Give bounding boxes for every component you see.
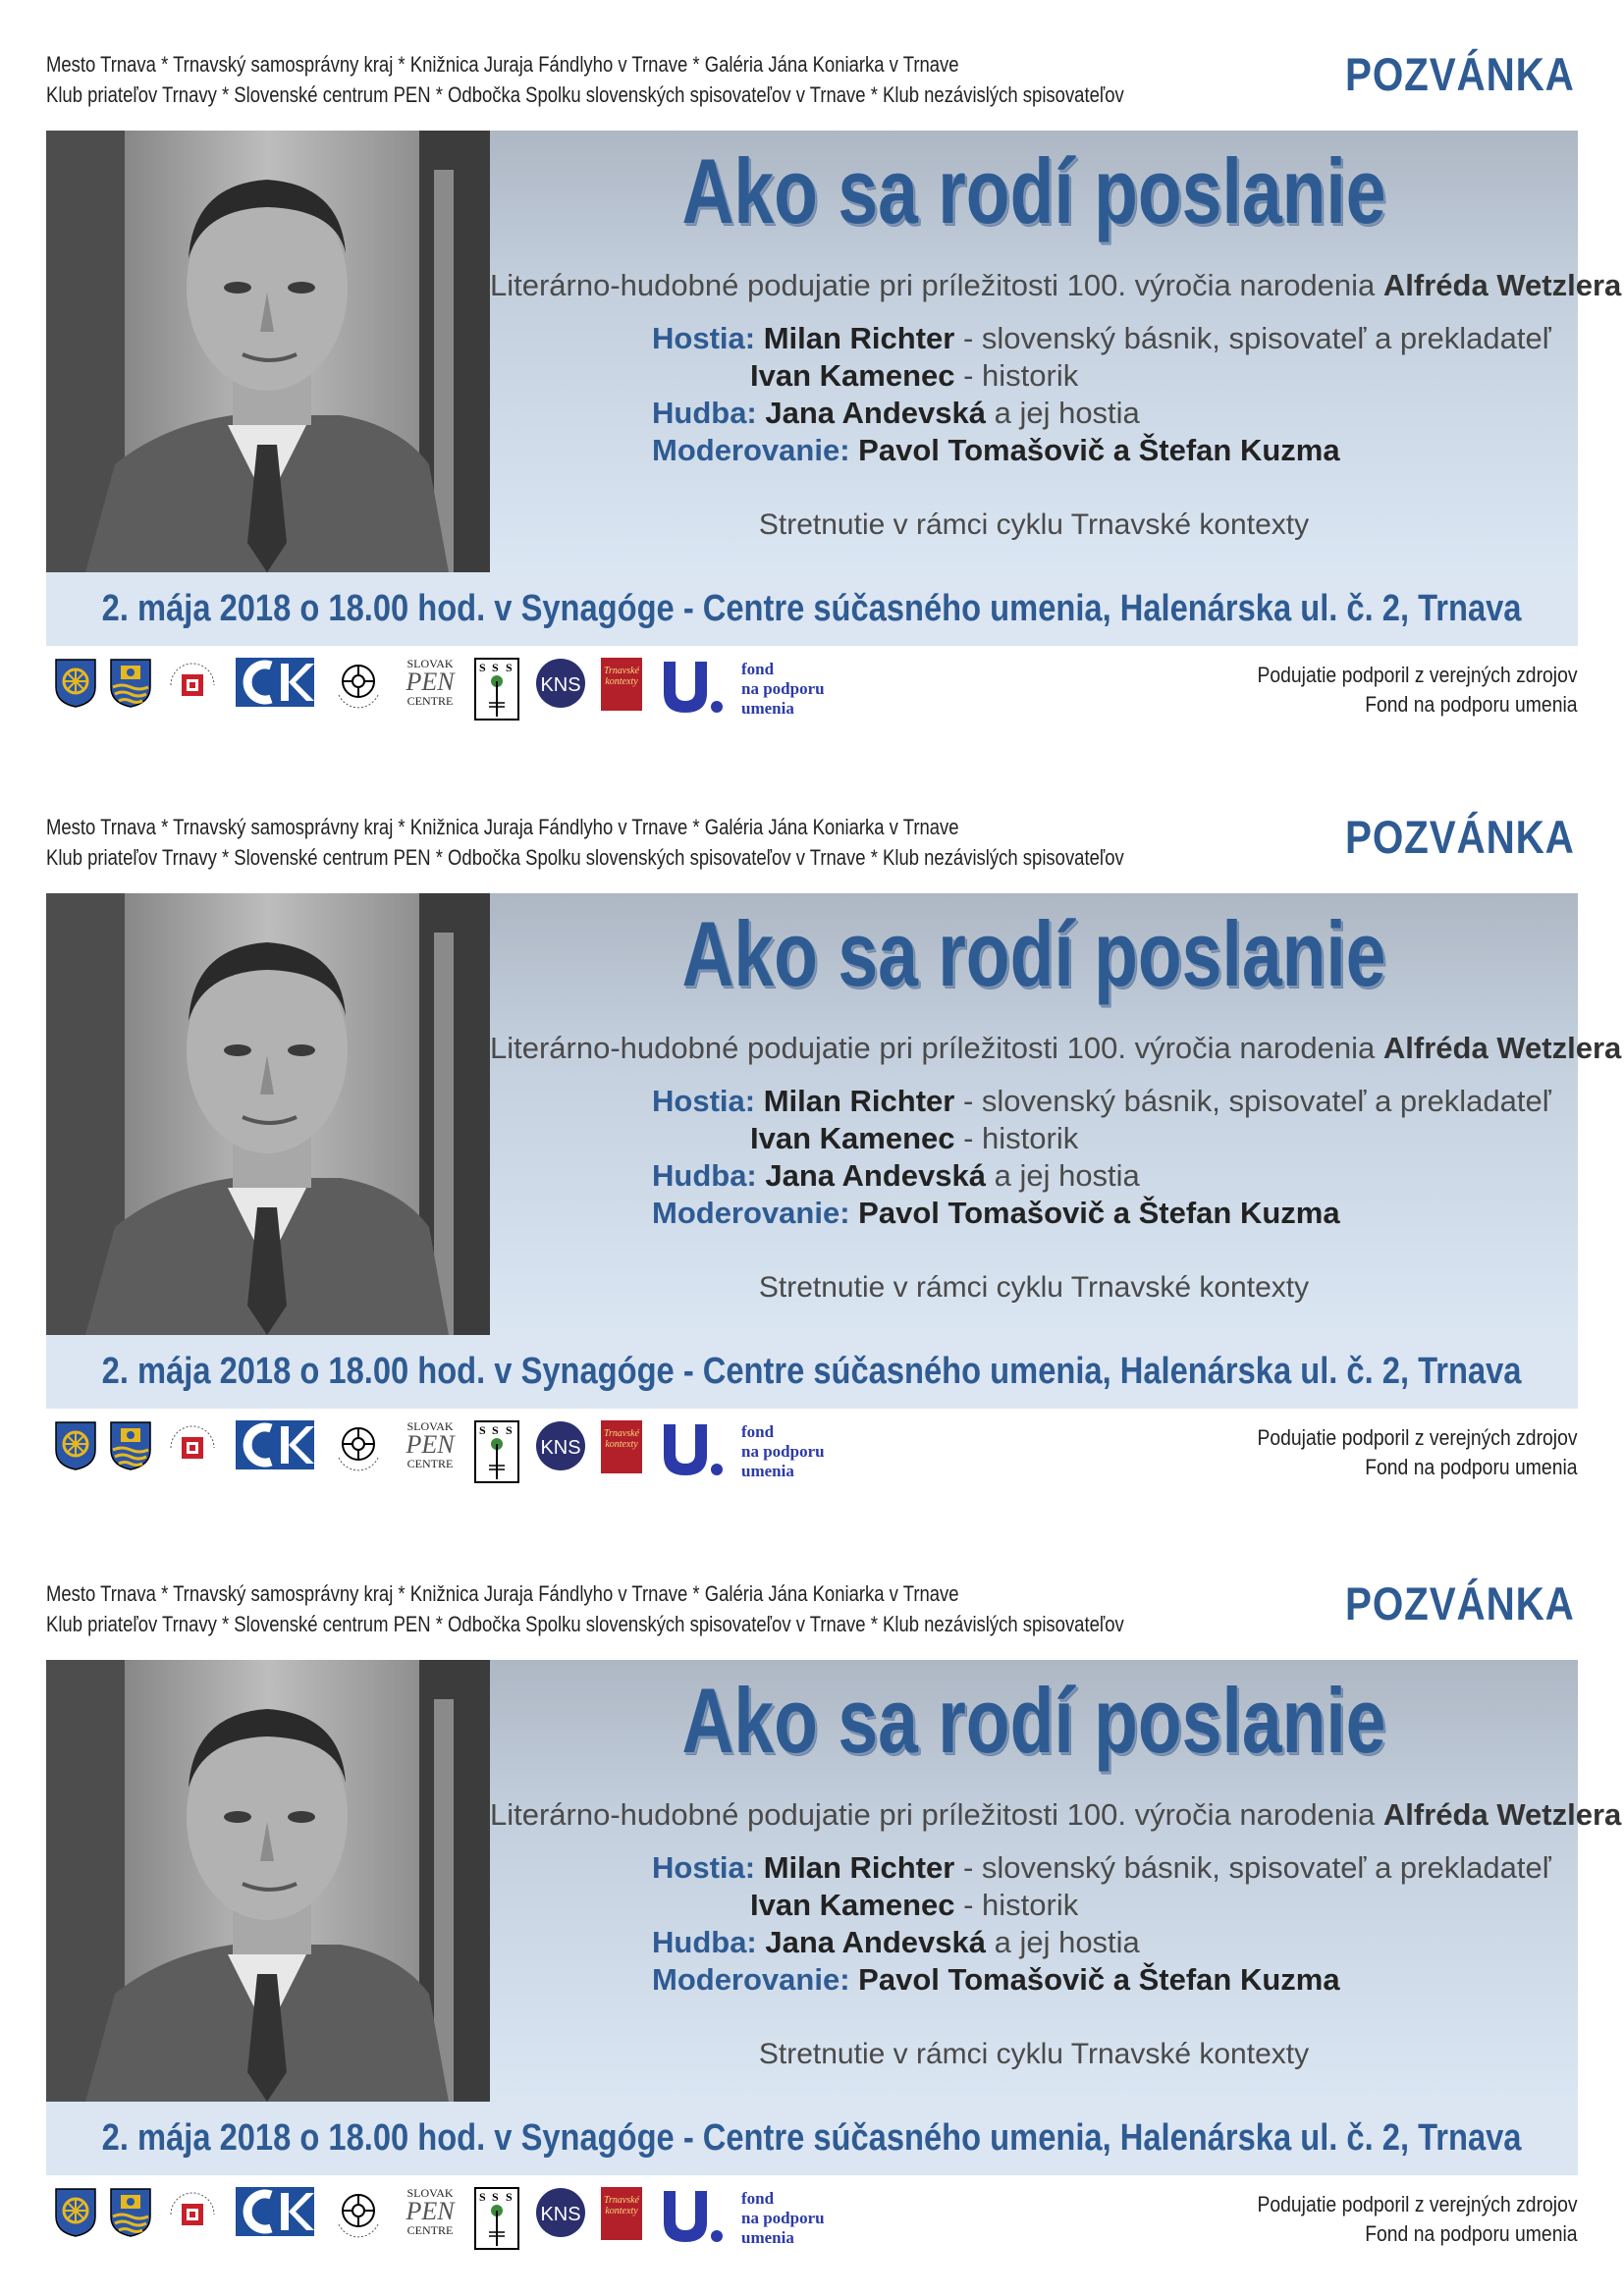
trnava-region-coat-of-arms-icon <box>109 658 152 709</box>
pen-bottom-text: CENTRE <box>406 1457 454 1470</box>
music-name: Jana Andevská <box>765 1158 986 1193</box>
fpu-line-3: umenia <box>741 1462 794 1480</box>
funding-note <box>1258 661 1578 720</box>
invitation <box>0 763 1624 1480</box>
fpu-logo-mark <box>658 2187 727 2246</box>
organizers-line-2: Klub priateľov Trnavy * Slovenské centrum PEN * Odbočka Spolku slovenských spisovateľov v Trnave * Klub nezávislých spisovateľov <box>46 82 1124 107</box>
kns-text: KNS <box>540 1437 581 1459</box>
writers-association-logo-icon <box>474 2187 519 2250</box>
music-label: Hudba: <box>652 1158 757 1193</box>
organizers <box>46 1578 1124 1639</box>
guest-name: Milan Richter <box>763 1084 955 1118</box>
subtitle-honoree: Alfréda Wetzlera <box>1382 1031 1622 1065</box>
independent-writers-club-logo-icon <box>535 1420 586 1471</box>
guests-row-2 <box>652 1887 1551 1924</box>
guests-row-2 <box>652 357 1551 395</box>
svg-text:S: S <box>479 2190 486 2204</box>
music-row <box>652 1157 1551 1195</box>
fpu-line-1: fond <box>741 1422 775 1441</box>
fpu-line-2: na podporu <box>741 679 825 698</box>
pen-top-text: SLOVAK <box>406 2186 454 2200</box>
moderation-row <box>652 1961 1551 1999</box>
library-logo-icon <box>165 1420 220 1475</box>
banner <box>46 893 1622 1335</box>
program-details <box>652 1083 1551 1232</box>
writers-association-logo-icon <box>474 658 519 721</box>
fpu-logo-text <box>741 2189 825 2248</box>
guests-row <box>652 320 1551 357</box>
date-place-band <box>46 2102 1578 2175</box>
gallery-gjk-logo-icon <box>236 2187 314 2236</box>
trnavske-kontexty-logo: Trnavské kontexty <box>601 658 642 711</box>
guests-row <box>652 1083 1551 1120</box>
svg-text:S: S <box>506 1423 513 1437</box>
slovak-pen-centre-logo <box>400 1420 460 1469</box>
friends-of-trnava-club-logo-icon <box>331 658 386 713</box>
kns-text: KNS <box>540 2204 581 2225</box>
friends-of-trnava-club-logo-icon <box>331 1420 386 1475</box>
subtitle-honoree: Alfréda Wetzlera <box>1382 268 1622 302</box>
library-logo-icon <box>165 2187 220 2242</box>
partner-logos <box>54 2187 1075 2258</box>
svg-text:S: S <box>492 2190 499 2204</box>
trnava-city-coat-of-arms-icon <box>54 1420 97 1471</box>
moderation-names: Pavol Tomašovič a Štefan Kuzma <box>858 433 1340 467</box>
guest-name: Ivan Kamenec <box>750 1121 955 1155</box>
organizers <box>46 49 1124 110</box>
friends-of-trnava-club-logo-icon <box>331 2187 386 2242</box>
invitation <box>0 1529 1624 2247</box>
fpu-line-2: na podporu <box>741 1442 825 1461</box>
fpu-u-icon <box>658 2187 727 2246</box>
banner <box>46 1660 1622 2102</box>
slovak-pen-centre-logo <box>400 2187 460 2236</box>
svg-text:S: S <box>479 661 486 674</box>
organizers-line-2: Klub priateľov Trnavy * Slovenské centrum PEN * Odbočka Spolku slovenských spisovateľov v Trnave * Klub nezávislých spisovateľov <box>46 845 1124 870</box>
music-description: a jej hostia <box>985 1158 1140 1193</box>
funding-note <box>1258 2190 1578 2249</box>
pen-bottom-text: CENTRE <box>406 2223 454 2237</box>
date-place: 2. mája 2018 o 18.00 hod. v Synagóge - Centre súčasného umenia, Halenárska ul. č. 2, Trnava <box>102 2117 1522 2159</box>
moderation-names: Pavol Tomašovič a Štefan Kuzma <box>858 1962 1340 1997</box>
trnava-city-coat-of-arms-icon <box>54 2187 97 2238</box>
guest-description: - historik <box>954 358 1079 393</box>
guest-description: - historik <box>954 1121 1079 1155</box>
invitation-label: POZVÁNKA <box>1345 1577 1575 1629</box>
date-place: 2. mája 2018 o 18.00 hod. v Synagóge - Centre súčasného umenia, Halenárska ul. č. 2, Trnava <box>102 588 1522 629</box>
trnava-city-coat-of-arms-icon <box>54 658 97 709</box>
funding-line-1: Podujatie podporil z verejných zdrojov <box>1257 1425 1578 1450</box>
funding-line-1: Podujatie podporil z verejných zdrojov <box>1257 663 1578 687</box>
subtitle-honoree: Alfréda Wetzlera <box>1382 1797 1622 1832</box>
independent-writers-club-logo-icon <box>535 2187 586 2238</box>
writers-association-logo-icon <box>474 1420 519 1483</box>
svg-text:S: S <box>492 1423 499 1437</box>
moderation-label: Moderovanie: <box>652 433 850 467</box>
organizers <box>46 812 1124 873</box>
music-description: a jej hostia <box>985 1925 1140 1959</box>
guests-label: Hostia: <box>652 1084 756 1118</box>
event-title: Ako sa rodí poslanie <box>681 139 1386 242</box>
funding-line-2: Fond na podporu umenia <box>1365 692 1578 717</box>
guest-description: - slovenský básnik, spisovateľ a prekladateľ <box>954 1850 1551 1885</box>
portrait-photo <box>46 1660 490 2102</box>
music-row <box>652 395 1551 432</box>
trnava-region-coat-of-arms-icon <box>109 1420 152 1471</box>
moderation-row <box>652 432 1551 469</box>
fpu-u-icon <box>658 658 727 717</box>
gallery-gjk-logo-icon <box>236 1420 314 1469</box>
fpu-line-1: fond <box>741 2189 775 2208</box>
svg-text:S: S <box>506 2190 513 2204</box>
fpu-logo-text <box>741 660 825 719</box>
organizers-line-1: Mesto Trnava * Trnavský samosprávny kraj * Knižnica Juraja Fándlyho v Trnave * Galéria Jána Koniarka v Trnave <box>46 52 959 77</box>
funding-line-1: Podujatie podporil z verejných zdrojov <box>1257 2192 1578 2216</box>
moderation-row <box>652 1195 1551 1232</box>
pen-mid-text: PEN <box>406 667 455 696</box>
program-details <box>652 1849 1551 1999</box>
event-title: Ako sa rodí poslanie <box>681 1669 1386 1772</box>
moderation-label: Moderovanie: <box>652 1196 850 1230</box>
trnavske-kontexty-logo: Trnavské kontexty <box>601 2187 642 2240</box>
pen-top-text: SLOVAK <box>406 1419 454 1433</box>
music-name: Jana Andevská <box>765 396 986 430</box>
pen-bottom-text: CENTRE <box>406 694 454 708</box>
invitation <box>0 0 1624 718</box>
guests-label: Hostia: <box>652 321 756 355</box>
guest-description: - historik <box>954 1888 1079 1922</box>
svg-text:S: S <box>479 1423 486 1437</box>
pen-mid-text: PEN <box>406 1430 455 1459</box>
fpu-line-2: na podporu <box>741 2209 825 2227</box>
fpu-logo-text <box>741 1422 825 1481</box>
subtitle-text: Literárno-hudobné podujatie pri príležitosti 100. výročia narodenia <box>490 1031 1376 1065</box>
funding-line-2: Fond na podporu umenia <box>1365 1455 1578 1479</box>
trnavske-kontexty-logo: Trnavské kontexty <box>601 1420 642 1473</box>
portrait-photo <box>46 131 490 572</box>
subtitle-text: Literárno-hudobné podujatie pri príležitosti 100. výročia narodenia <box>490 268 1376 302</box>
music-label: Hudba: <box>652 1925 757 1959</box>
date-place-band <box>46 572 1578 646</box>
event-subtitle <box>490 268 1622 303</box>
moderation-names: Pavol Tomašovič a Štefan Kuzma <box>858 1196 1340 1230</box>
partner-logos <box>54 658 1075 728</box>
fpu-logo-mark <box>658 658 727 717</box>
music-row <box>652 1924 1551 1961</box>
music-description: a jej hostia <box>985 396 1140 430</box>
pen-top-text: SLOVAK <box>406 657 454 670</box>
music-label: Hudba: <box>652 396 757 430</box>
guests-row-2 <box>652 1120 1551 1157</box>
gallery-gjk-logo-icon <box>236 658 314 707</box>
event-cycle: Stretnutie v rámci cyklu Trnavské kontexty <box>758 2038 1310 2070</box>
trnava-region-coat-of-arms-icon <box>109 2187 152 2238</box>
fpu-line-3: umenia <box>741 699 794 718</box>
program-details <box>652 320 1551 469</box>
guest-name: Ivan Kamenec <box>750 358 955 393</box>
banner <box>46 131 1622 572</box>
portrait-photo <box>46 893 490 1335</box>
svg-text:S: S <box>506 661 513 674</box>
guest-name: Milan Richter <box>763 1850 955 1885</box>
music-name: Jana Andevská <box>765 1925 986 1959</box>
funding-note <box>1258 1423 1578 1482</box>
date-place-band <box>46 1335 1578 1409</box>
funding-line-2: Fond na podporu umenia <box>1365 2221 1578 2246</box>
event-cycle: Stretnutie v rámci cyklu Trnavské kontexty <box>758 1271 1310 1304</box>
organizers-line-2: Klub priateľov Trnavy * Slovenské centrum PEN * Odbočka Spolku slovenských spisovateľov v Trnave * Klub nezávislých spisovateľov <box>46 1612 1124 1636</box>
event-title: Ako sa rodí poslanie <box>681 902 1386 1005</box>
pen-mid-text: PEN <box>406 2197 455 2225</box>
guest-description: - slovenský básnik, spisovateľ a prekladateľ <box>954 321 1551 355</box>
organizers-line-1: Mesto Trnava * Trnavský samosprávny kraj * Knižnica Juraja Fándlyho v Trnave * Galéria Jána Koniarka v Trnave <box>46 815 959 839</box>
library-logo-icon <box>165 658 220 713</box>
guest-description: - slovenský básnik, spisovateľ a prekladateľ <box>954 1084 1551 1118</box>
slovak-pen-centre-logo <box>400 658 460 707</box>
fpu-logo-mark <box>658 1420 727 1479</box>
event-subtitle <box>490 1031 1622 1066</box>
guests-label: Hostia: <box>652 1850 756 1885</box>
kns-text: KNS <box>540 674 581 696</box>
invitation-label: POZVÁNKA <box>1345 811 1575 863</box>
independent-writers-club-logo-icon <box>535 658 586 709</box>
subtitle-text: Literárno-hudobné podujatie pri príležitosti 100. výročia narodenia <box>490 1797 1376 1832</box>
svg-text:S: S <box>492 661 499 674</box>
organizers-line-1: Mesto Trnava * Trnavský samosprávny kraj * Knižnica Juraja Fándlyho v Trnave * Galéria Jána Koniarka v Trnave <box>46 1581 959 1606</box>
fpu-u-icon <box>658 1420 727 1479</box>
guests-row <box>652 1849 1551 1887</box>
invitation-label: POZVÁNKA <box>1345 48 1575 100</box>
partner-logos <box>54 1420 1075 1491</box>
guest-name: Ivan Kamenec <box>750 1888 955 1922</box>
date-place: 2. mája 2018 o 18.00 hod. v Synagóge - Centre súčasného umenia, Halenárska ul. č. 2, Trnava <box>102 1351 1522 1392</box>
fpu-line-1: fond <box>741 660 775 678</box>
guest-name: Milan Richter <box>763 321 955 355</box>
moderation-label: Moderovanie: <box>652 1962 850 1997</box>
event-subtitle <box>490 1797 1622 1833</box>
event-cycle: Stretnutie v rámci cyklu Trnavské kontexty <box>758 508 1310 541</box>
fpu-line-3: umenia <box>741 2228 794 2247</box>
